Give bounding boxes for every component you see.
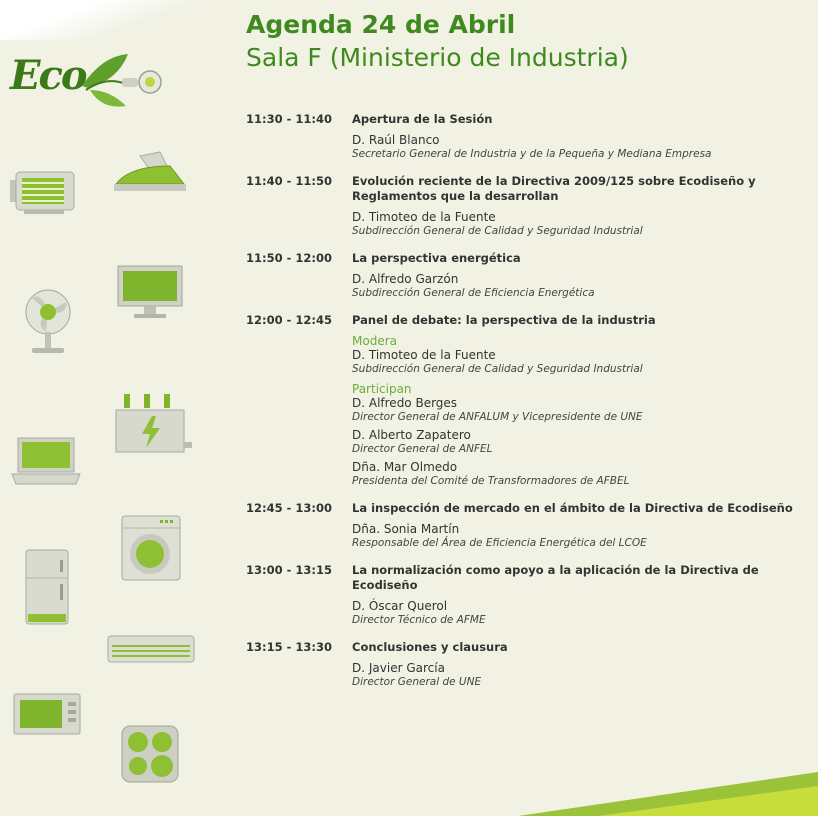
speaker-name: Dña. Mar Olmedo xyxy=(352,460,458,474)
washing-machine-icon xyxy=(120,514,184,586)
speaker-name: D. Timoteo de la Fuente xyxy=(352,210,496,224)
speaker-role: Director General de UNE xyxy=(352,676,482,688)
speaker-name: D. Timoteo de la Fuente xyxy=(352,348,496,362)
agenda-session xyxy=(246,563,812,627)
session-title: La normalización como apoyo a la aplicación de la Directiva de Ecodiseño xyxy=(352,563,759,592)
agenda-session xyxy=(246,251,812,300)
speaker-role: Subdirección General de Calidad y Seguridad Industrial xyxy=(352,225,643,237)
agenda-session xyxy=(246,112,812,161)
session-title: Apertura de la Sesión xyxy=(352,112,493,126)
speaker-name: D. Alfredo Berges xyxy=(352,396,458,410)
session-time: 13:00 - 13:15 xyxy=(246,563,332,577)
transformer-icon xyxy=(112,390,192,460)
session-time: 11:30 - 11:40 xyxy=(246,112,332,126)
cooktop-icon xyxy=(120,724,182,786)
iron-icon xyxy=(110,148,190,196)
speaker-role: Director General de ANFALUM y Vicepresidente de UNE xyxy=(352,411,643,423)
speaker xyxy=(352,522,812,550)
page-title: Agenda 24 de Abril xyxy=(246,10,516,39)
monitor-icon xyxy=(116,264,186,322)
speaker-name: D. Alfredo Garzón xyxy=(352,272,459,286)
air-conditioner-icon xyxy=(106,634,196,668)
session-title: Panel de debate: la perspectiva de la industria xyxy=(352,313,656,327)
speaker xyxy=(352,348,812,376)
speaker xyxy=(352,460,812,488)
session-time: 11:40 - 11:50 xyxy=(246,174,332,188)
speaker-name: D. Alberto Zapatero xyxy=(352,428,471,442)
speaker-group-label: Participan xyxy=(352,382,412,396)
agenda-session xyxy=(246,640,812,689)
speaker-name: D. Javier García xyxy=(352,661,445,675)
speaker-role: Subdirección General de Eficiencia Energética xyxy=(352,287,595,299)
session-time: 11:50 - 12:00 xyxy=(246,251,332,265)
session-title: La perspectiva energética xyxy=(352,251,521,265)
session-time: 12:45 - 13:00 xyxy=(246,501,332,515)
fan-icon xyxy=(20,286,80,358)
eco-logo xyxy=(10,46,170,116)
speaker-name: Dña. Sonia Martín xyxy=(352,522,460,536)
eco-logo-text: Eco xyxy=(10,52,86,99)
session-title: Evolución reciente de la Directiva 2009/125 sobre Ecodiseño y Reglamentos que la desarrollan xyxy=(352,174,756,203)
speaker-role: Director Técnico de AFME xyxy=(352,614,486,626)
speaker-role: Director General de ANFEL xyxy=(352,443,493,455)
speaker xyxy=(352,599,812,627)
agenda-session xyxy=(246,313,812,488)
speaker-role: Presidenta del Comité de Transformadores de AFBEL xyxy=(352,475,630,487)
session-title: La inspección de mercado en el ámbito de la Directiva de Ecodiseño xyxy=(352,501,793,515)
microwave-icon xyxy=(12,692,84,738)
speaker-role: Secretario General de Industria y de la Pequeña y Mediana Empresa xyxy=(352,148,712,160)
agenda-session xyxy=(246,174,812,238)
speaker-group-label: Modera xyxy=(352,334,397,348)
speaker xyxy=(352,661,812,689)
corner-decoration xyxy=(0,0,230,40)
page-subtitle: Sala F (Ministerio de Industria) xyxy=(246,43,629,72)
corner-decoration-bottom-light xyxy=(598,786,818,816)
eco-logo-leaf-icon xyxy=(10,46,170,116)
agenda-session xyxy=(246,501,812,550)
speaker xyxy=(352,210,812,238)
agenda-list xyxy=(246,112,812,702)
speaker-role: Responsable del Área de Eficiencia Energética del LCOE xyxy=(352,537,647,549)
speaker-name: D. Óscar Querol xyxy=(352,599,448,613)
motor-icon xyxy=(10,168,80,218)
laptop-icon xyxy=(10,436,82,488)
speaker xyxy=(352,428,812,456)
session-title: Conclusiones y clausura xyxy=(352,640,508,654)
session-time: 12:00 - 12:45 xyxy=(246,313,332,327)
speaker-name: D. Raúl Blanco xyxy=(352,133,440,147)
session-time: 13:15 - 13:30 xyxy=(246,640,332,654)
speaker xyxy=(352,133,812,161)
fridge-icon xyxy=(24,548,74,630)
speaker xyxy=(352,396,812,424)
speaker-role: Subdirección General de Calidad y Seguridad Industrial xyxy=(352,363,643,375)
speaker xyxy=(352,272,812,300)
